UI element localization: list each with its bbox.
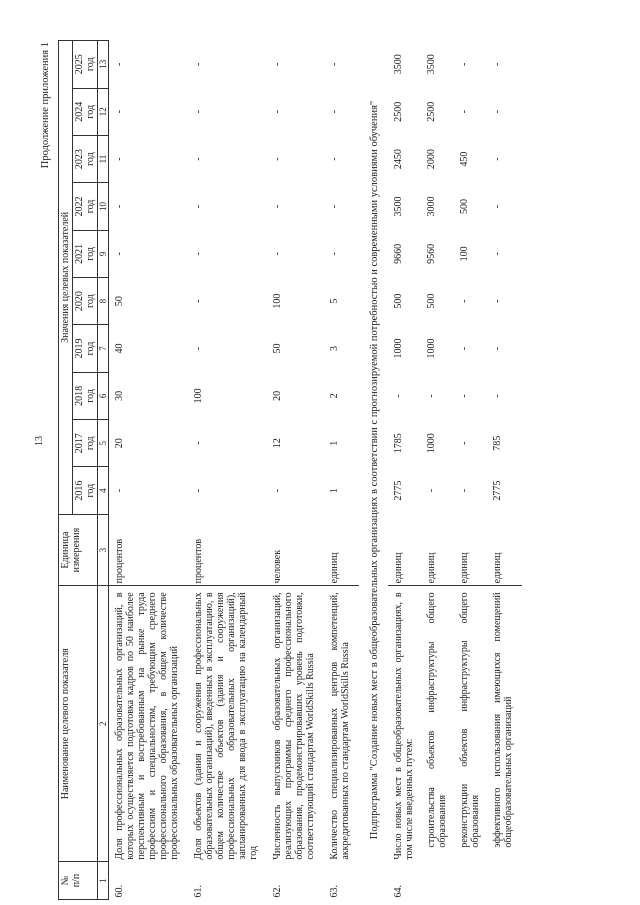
header-year-2: 2017 год	[73, 420, 98, 467]
value-cell: 9660	[393, 243, 404, 264]
value-cell: 100	[272, 293, 283, 309]
value-cell: -	[114, 110, 125, 114]
table-body	[109, 41, 523, 900]
value-cell: -	[426, 394, 437, 398]
value-cell: -	[193, 488, 204, 493]
indicator-name: Численность выпускников образовательных организаций, реализующих программы среднего профессионального образования, продемонстрировавших уровень подготовки, соответствующий стандартам WorldSkills Russia	[272, 592, 316, 860]
value-cell: 9560	[426, 243, 437, 264]
value-cell: 2500	[393, 101, 404, 122]
unit-cell: единиц	[324, 514, 359, 586]
value-cell: -	[492, 299, 503, 303]
value-cell: 100	[193, 388, 204, 404]
header-year-5: 2020 год	[73, 277, 98, 324]
value-cell: 3	[329, 346, 340, 352]
unit-cell: человек	[267, 514, 324, 586]
value-cell: 12	[272, 438, 283, 449]
unit-cell: единиц	[423, 514, 456, 586]
value-cell: -	[114, 62, 125, 66]
value-cell: -	[459, 299, 470, 303]
row-number: 63.	[329, 885, 340, 898]
table-row	[267, 41, 324, 900]
value-cell: 2500	[426, 101, 437, 122]
column-number-8: 8	[98, 277, 109, 324]
value-cell: 5	[329, 298, 340, 304]
row-number	[456, 862, 489, 900]
value-cell: -	[272, 110, 283, 114]
page-number: 13	[34, 436, 45, 446]
value-cell: 500	[426, 293, 437, 309]
table-row	[109, 41, 189, 900]
unit-cell: единиц	[456, 514, 489, 586]
value-cell: -	[492, 204, 503, 209]
column-number-6: 6	[98, 372, 109, 419]
indicator-name: строительства объектов инфраструктуры общего образования	[426, 592, 448, 848]
value-cell: 20	[114, 438, 125, 449]
value-cell: 1000	[426, 433, 437, 454]
value-cell: -	[459, 394, 470, 398]
value-cell: -	[492, 394, 503, 398]
continuation-label: Продолжение приложения 1	[40, 42, 51, 169]
value-cell: 2775	[492, 480, 503, 501]
value-cell: -	[492, 252, 503, 256]
value-cell: -	[426, 488, 437, 493]
value-cell: 2775	[393, 480, 404, 501]
value-cell: -	[272, 204, 283, 209]
header-values-group: Значения целевых показателей	[59, 41, 73, 515]
value-cell: -	[459, 346, 470, 351]
column-number-13: 13	[98, 41, 109, 89]
row-number	[423, 862, 456, 900]
value-cell: -	[393, 394, 404, 398]
table-header	[59, 41, 109, 900]
value-cell: 50	[272, 343, 283, 354]
value-cell: 100	[459, 246, 470, 262]
value-cell: 20	[272, 390, 283, 401]
value-cell: -	[492, 346, 503, 351]
value-cell: 1785	[393, 433, 404, 454]
header-unit: Единица измерения	[59, 514, 98, 586]
header-year-8: 2023 год	[73, 135, 98, 182]
unit-cell: процентов	[109, 514, 189, 586]
indicator-name: эффективного использования имеющихся помещений общеобразовательных организаций	[492, 592, 514, 848]
value-cell: -	[114, 204, 125, 209]
value-cell: -	[329, 204, 340, 209]
table-row	[423, 41, 456, 900]
column-number-10: 10	[98, 183, 109, 230]
value-cell: -	[492, 157, 503, 161]
row-number: 64.	[393, 885, 404, 898]
value-cell: -	[329, 62, 340, 66]
value-cell: 1000	[393, 338, 404, 359]
value-cell: -	[459, 110, 470, 114]
value-cell: 2	[329, 393, 340, 399]
value-cell: -	[272, 62, 283, 66]
table-row	[388, 41, 423, 900]
row-number	[489, 862, 522, 900]
value-cell: -	[492, 62, 503, 66]
header-no: № п/п	[59, 862, 98, 900]
table-row	[456, 41, 489, 900]
value-cell: 3000	[426, 196, 437, 217]
value-cell: -	[329, 157, 340, 161]
value-cell: 450	[459, 151, 470, 167]
value-cell: 3500	[393, 196, 404, 217]
value-cell: -	[193, 299, 204, 303]
value-cell: -	[459, 441, 470, 445]
table-row	[489, 41, 522, 900]
column-number-3: 3	[98, 514, 109, 586]
value-cell: 2000	[426, 149, 437, 170]
unit-cell: процентов	[188, 514, 267, 586]
table-row	[324, 41, 359, 900]
value-cell: -	[193, 110, 204, 114]
column-number-11: 11	[98, 135, 109, 182]
column-number-12: 12	[98, 88, 109, 135]
value-cell: 1	[329, 488, 340, 494]
value-cell: -	[272, 252, 283, 256]
indicator-name: Количество специализированных центров компетенций, аккредитованных по стандартам WorldSkills Russia	[329, 592, 351, 860]
value-cell: -	[492, 110, 503, 114]
value-cell: -	[193, 252, 204, 256]
value-cell: 40	[114, 343, 125, 354]
column-number-7: 7	[98, 325, 109, 372]
subprogram-title: Подпрограмма "Создание новых мест в общеобразовательных организациях в соответствии с прогнозируемой потребностью и современными условиями обучения"	[369, 100, 380, 840]
value-cell: -	[193, 204, 204, 209]
value-cell: -	[193, 157, 204, 161]
indicators-table	[58, 40, 522, 900]
unit-cell: единиц	[489, 514, 522, 586]
column-number-2: 2	[98, 586, 109, 862]
value-cell: -	[329, 110, 340, 114]
unit-cell: единиц	[388, 514, 423, 586]
value-cell: 30	[114, 390, 125, 401]
value-cell: -	[459, 62, 470, 66]
value-cell: -	[114, 488, 125, 493]
rotated-page	[40, 40, 600, 900]
value-cell: 3500	[426, 54, 437, 75]
header-year-10: 2025 год	[73, 41, 98, 89]
value-cell: 1000	[426, 338, 437, 359]
column-number-1: 1	[98, 862, 109, 900]
value-cell: -	[272, 488, 283, 493]
value-cell: -	[193, 441, 204, 445]
header-year-9: 2024 год	[73, 88, 98, 135]
value-cell: -	[459, 488, 470, 493]
value-cell: -	[329, 252, 340, 256]
value-cell: -	[193, 346, 204, 351]
indicator-name: Доля профессиональных образовательных организаций, в которых осуществляется подготовка кадров по 50 наиболее перспективным и востребованным на рынке труда профессиям и специальностям, требующим среднего профессионального образования, в общем количестве профессиональных образовательных организаций	[114, 592, 180, 860]
column-numbers-row	[98, 41, 109, 900]
column-number-9: 9	[98, 230, 109, 277]
row-number: 60.	[114, 885, 125, 898]
indicator-name: Доля объектов (здания и сооружения профессиональных образовательных организаций), введенных в эксплуатацию, в общем количестве объектов (здания и сооружения профессиональных образовательных организаций), запланированных для ввода в эксплуатацию на календарный год	[193, 592, 259, 860]
row-number: 62.	[272, 885, 283, 898]
column-number-4: 4	[98, 467, 109, 514]
value-cell: 50	[114, 296, 125, 307]
indicator-name: Число новых мест в общеобразовательных организациях, в том числе введенных путем:	[393, 592, 415, 860]
value-cell: 1	[329, 440, 340, 446]
row-number: 61.	[193, 885, 204, 898]
value-cell: -	[272, 157, 283, 161]
header-year-7: 2022 год	[73, 183, 98, 230]
value-cell: -	[114, 252, 125, 256]
value-cell: 500	[459, 198, 470, 214]
value-cell: 500	[393, 293, 404, 309]
value-cell: 785	[492, 435, 503, 451]
value-cell: -	[114, 157, 125, 161]
value-cell: -	[193, 62, 204, 66]
subprogram-row	[359, 41, 388, 900]
value-cell: 2450	[393, 149, 404, 170]
header-year-6: 2021 год	[73, 230, 98, 277]
header-year-3: 2018 год	[73, 372, 98, 419]
header-year-4: 2019 год	[73, 325, 98, 372]
column-number-5: 5	[98, 420, 109, 467]
header-name: Наименование целевого показателя	[59, 586, 98, 862]
indicator-name: реконструкции объектов инфраструктуры общего образования	[459, 592, 481, 848]
value-cell: 3500	[393, 54, 404, 75]
table-row	[188, 41, 267, 900]
header-year-1: 2016 год	[73, 467, 98, 514]
